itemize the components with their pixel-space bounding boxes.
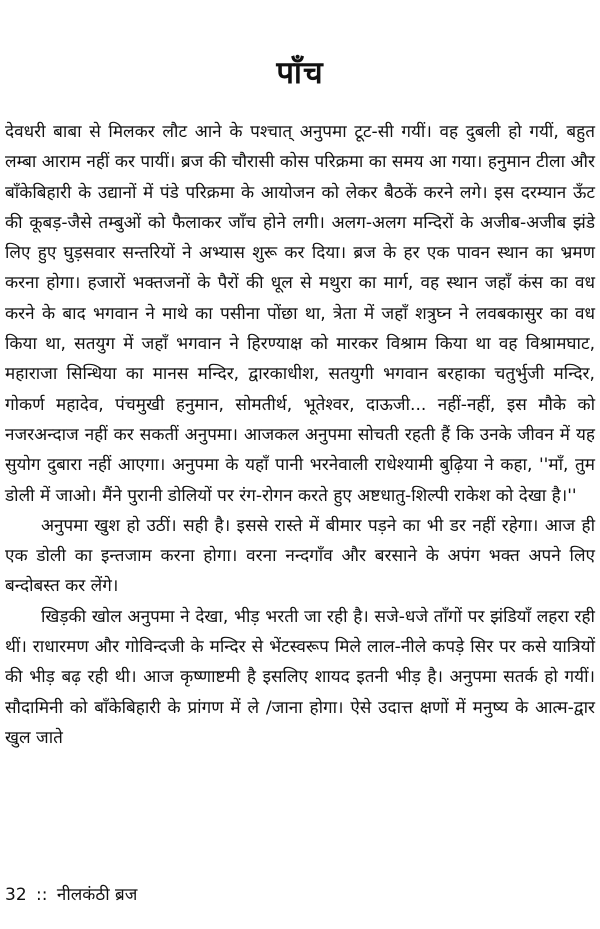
paragraph-3: खिड़की खोल अनुपमा ने देखा, भीड़ भरती जा रही है। सजे-धजे ताँगों पर झंडियाँ लहरा रही थीं। राधारमण और गोविन्दजी के मन्दिर से भेंटस्वरूप मिले लाल-नीले कपड़े सिर पर कसे यात्रियों की भीड़ बढ़ रही थी। आज कृष्णाष्टमी है इसलिए शायद इतनी भीड़ है। अनुपमा सतर्क हो गयीं। सौदामिनी को बाँकेबिहारी के प्रांगण में ले /जाना होगा। ऐसे उदात्त क्षणों में मनुष्य के आत्म-द्वार खुल जाते: [5, 606, 595, 748]
chapter-title: पाँच: [276, 54, 324, 91]
page-number: 32: [5, 885, 27, 905]
paragraph-1: देवधरी बाबा से मिलकर लौट आने के पश्चात् अनुपमा टूट-सी गयीं। वह दुबली हो गयीं, बहुत लम्बा आराम नहीं कर पायीं। ब्रज की चौरासी कोस परिक्रमा का समय आ गया। हनुमान टीला और बाँकेबिहारी के उद्यानों में पंडे परिक्रमा के आयोजन को लेकर बैठकें करने लगे। इस दरम्यान ऊँट की कूबड़-जैसे तम्बुओं को फैलाकर जाँच होने लगी। अलग-अलग मन्दिरों के अजीब-अजीब झंडे लिए हुए घुड़सवार सन्तरियों ने अभ्यास शुरू कर दिया। ब्रज के हर एक पावन स्थान का भ्रमण करना होगा। हजारों भक्तजनों के पैरों की धूल से मथुरा का मार्ग, वह स्थान जहाँ कंस का वध करने के बाद भगवान ने माथे का पसीना पोंछा था, त्रेता में जहाँ शत्रुघ्न ने लवबकासुर का वध किया था, सतयुग में जहाँ भगवान ने हिरण्याक्ष को मारकर विश्राम किया था वह विश्रामघाट, महाराजा सिन्धिया का मानस मन्दिर, द्वारकाधीश, सतयुगी भगवान बरहाका चतुर्भुजी मन्दिर, गोकर्ण महादेव, पंचमुखी हनुमान, सोमतीर्थ, भूतेश्वर, दाऊजी... नहीं-नहीं, इस मौके को नजरअन्दाज नहीं कर सकतीं अनुपमा। आजकल अनुपमा सोचती रहती हैं कि उनके जीवन में यह सुयोग दुबारा नहीं आएगा। अनुपमा के यहाँ पानी भरनेवाली राधेश्यामी बुढ़िया ने कहा, ''माँ, तुम डोली में जाओ। मैंने पुरानी डोलियों पर रंग-रोगन करते हुए अष्टधातु-शिल्पी राकेश को देखा है।'': [5, 122, 595, 506]
page-footer: [5, 882, 137, 905]
running-book-title: नीलकंठी ब्रज: [56, 885, 138, 905]
footer-separator: ::: [36, 885, 48, 905]
paragraph-2: अनुपमा खुश हो उठीं। सही है। इससे रास्ते में बीमार पड़ने का भी डर नहीं रहेगा। आज ही एक डोली का इन्तजाम करना होगा। वरना नन्दगाँव और बरसाने के अपंग भक्त अपने लिए बन्दोबस्त कर लेंगे।: [5, 515, 595, 597]
chapter-body: [5, 117, 595, 753]
